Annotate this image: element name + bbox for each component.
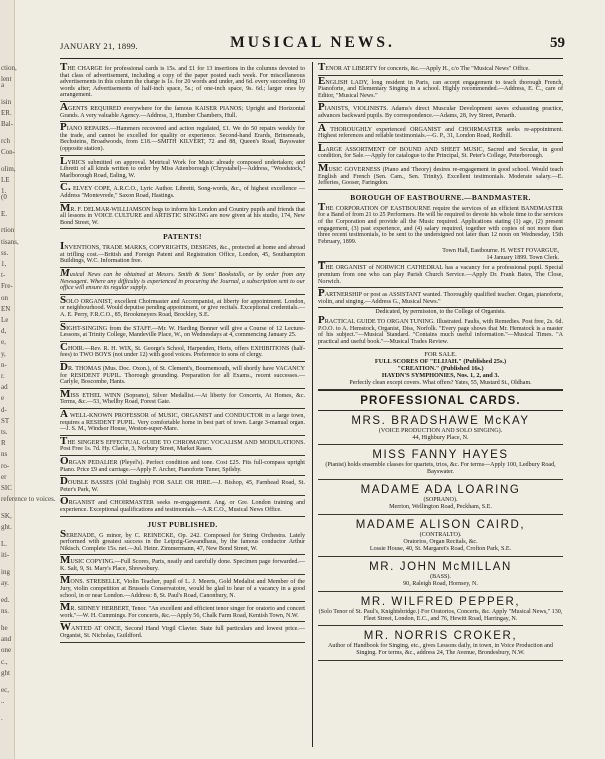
adjacent-page-bleed bbox=[0, 0, 56, 759]
classified-ad: THE CORPORATION OF EASTBOURNE require the services of an efficient BANDMASTER for a Band of from 21 to 25 Performers. He will be required to devote his whole time to the services of the Corporation and provide all the Music required. Applications stating (1) age, (2) present engagement, (3) past experience, and (4) salary required, together with copies of not more than three recent testimonials, to be sent to the undersigned not later than 12 noon on Wednesday, 15th February, 1899. bbox=[318, 200, 563, 245]
bleed-fragment: t- bbox=[1, 271, 6, 280]
for-sale-item: HAYDN'S SYMPHONIES, Nos. 1, 2, and 3. bbox=[381, 372, 500, 380]
professional-cards-heading: PROFESSIONAL CARDS. bbox=[318, 390, 563, 411]
page-number: 59 bbox=[550, 35, 565, 51]
classified-ad: PARTNERSHIP or post as ASSISTANT wanted. Thoroughly qualified teacher. Organ, pianoforte, violin, and singing.—Address G., Musical News." bbox=[318, 289, 563, 308]
classified-ad: AGENTS REQUIRED everywhere for the famous KAISER PIANOS; Upright and Horizontal Grands. A very valuable Agency.—Address, 3, Humber Chambers, Hull. bbox=[60, 103, 305, 122]
card-name: MADAME ALISON CAIRD, bbox=[355, 519, 526, 532]
bleed-fragment: ns bbox=[1, 450, 8, 459]
bleed-fragment: Bal- bbox=[1, 120, 14, 128]
bleed-fragment: ad bbox=[1, 383, 8, 392]
column-divider bbox=[312, 62, 313, 747]
bleed-fragment: e, bbox=[1, 338, 6, 347]
classified-ad: A THOROUGHLY experienced ORGANIST and CHOIRMASTER seeks re-appointment. Highest references and reliable testimonials.—G. P., 31, London Road, Redhill. bbox=[318, 124, 563, 143]
card-detail: (SOPRANO). bbox=[423, 497, 458, 504]
bleed-fragment: . bbox=[1, 713, 3, 722]
classified-ad: PIANO REPAIRS.—Hammers recovered and action regulated, £1. We do 50 repairs weekly for the trade, and cannot be excelled for quality or experience. Second-hand Erards, Brinsmeads, Bechsteins, Broadwoods, from £18.—SMITH KILVERT, 72 and 88, Queen's Road, Bayswater (opposite station). bbox=[60, 123, 305, 155]
classified-ad: SERENADE, G minor, by C. REINECKE, Op. 242. Composed for String Orchestra. Lately performed with greatest success in the Leipzig-Gewandhaus, by the famous conductor Arthur Nikisch. Complete 15s. net.—Jul. Heinr. Zimmermann, 47, New Bond Street, W. bbox=[60, 530, 305, 556]
bleed-fragment: EN bbox=[1, 304, 11, 313]
bleed-fragment: and bbox=[1, 635, 12, 644]
professional-card bbox=[318, 557, 563, 592]
small-notice: Dedicated, by permission, to the College of Organists. bbox=[375, 309, 506, 316]
bleed-fragment: ed. bbox=[1, 596, 10, 604]
card-detail: (VOICE PRODUCTION AND SOLO SINGING). bbox=[378, 427, 503, 434]
section-heading: BOROUGH OF EASTBOURNE.—BANDMASTER. bbox=[350, 192, 531, 202]
bleed-fragment: SIC bbox=[1, 484, 12, 492]
left-column bbox=[60, 63, 305, 644]
classified-ad: LYRICS submitted on approval. Metrical Work for Music already composed undertaken; and Libretti of all kinds written to order by Miss Attenborough (Chrystabel)—Address, "Woodstock," Marlborough Road, Ealing, W. bbox=[60, 157, 305, 183]
bleed-fragment: ER. bbox=[1, 108, 12, 117]
classified-ad: DOUBLE BASSES (Old English) FOR SALE OR HIRE.—J. Bishop, 45, Farnhead Road, St. Peter's Park, W. bbox=[60, 477, 305, 496]
for-sale-item: FULL SCORES OF "ELIJAH." (Published 25s.) bbox=[374, 357, 507, 365]
bleed-fragment: y, bbox=[1, 349, 6, 358]
bleed-fragment: ay. bbox=[1, 579, 9, 588]
classified-ad: PRACTICAL GUIDE TO ORGAN TUNING. Illustrated. Faults, with Remedies. Post free, 2s. 6d. P.O.O. to A. Hemstock, Organist, Diss, Norfolk. "Every page shows that Mr. Hemstock is a master of his subject."—Musical Standard. "Contains much useful information."—Musical Times. "A practical and useful book."—Musical Trades Review. bbox=[318, 316, 563, 348]
bleed-fragment: rch bbox=[1, 136, 10, 145]
bleed-fragment: olim, bbox=[1, 164, 16, 173]
bleed-fragment: rtion bbox=[1, 226, 15, 235]
card-name: MRS. BRADSHAWE McKAY bbox=[351, 414, 530, 427]
card-detail: Merrion, Wellington Road, Peckham, S.E. bbox=[389, 504, 492, 511]
bleed-fragment: ec, bbox=[1, 685, 9, 694]
card-detail: (CONTRALTO). bbox=[419, 532, 462, 539]
card-name: MR. WILFRED PEPPER, bbox=[360, 595, 521, 608]
classified-ad: THE CHARGE for professional cards is 15s. and £1 for 13 insertions in the columns devoted to that class of advertisement, including a copy of the paper posted each week. For miscellaneous advertisements in this column the charge is 1s. for 20 words and under, and 6d. every succeeding 10 words after; Advertisements of half-inch space, 5s.; of one-inch space, 9s. 6d.; larger ones by arrangement. bbox=[60, 63, 305, 102]
card-name: MR. JOHN McMILLAN bbox=[369, 560, 512, 573]
bleed-fragment: 1, bbox=[1, 260, 7, 268]
classified-ad: MR. SIDNEY HERBERT, Tenor. "An excellent and efficient tenor singer for oratorio and concert work."—W. H. Cummings. For concerts, &c.—Apply 56, Chalk Farm Road, Kentish Town, N.W. bbox=[60, 603, 305, 622]
bleed-fragment: ts. bbox=[1, 428, 8, 436]
bleed-fragment: reference to voices. bbox=[1, 495, 56, 504]
bleed-fragment: iti- bbox=[1, 551, 10, 560]
small-notice: Perfectly clean except covers. What offers? Yates, 55, Mustard St., Oldham. bbox=[318, 380, 563, 390]
classified-ad: PIANISTS, VIOLINISTS. Adams's direct Muscular Development saves exhausting practice, advances backward pupils. By correspondence.—Adams, 28, Ivy Street, Penarth. bbox=[318, 103, 563, 122]
bleed-fragment: ns. bbox=[1, 607, 9, 616]
card-detail: Lossie House, 40, St. Margaret's Road, Crofton Park, S.E. bbox=[369, 545, 512, 552]
card-detail: 90, Raleigh Road, Hornsey, N. bbox=[403, 580, 478, 587]
bleed-fragment: R bbox=[1, 439, 6, 448]
classified-ad: CHOIR.—Rev. R. H. WIX, St. George's School, Harpenden, Herts, offers EXHIBITIONS (half-fees) to TWO BOYS (not under 12) with good voices. Preference to sons of clergy. bbox=[60, 343, 305, 362]
classified-ad: TENOR AT LIBERTY for concerts, &c.—Apply H., c/o The "Musical News" Office. bbox=[318, 63, 563, 76]
classified-ad: MISS ETHEL WINN (Soprano), Silver Medallist.—At liberty for Concerts, At Homes, &c. Terms, &c.—53, Whellby Road, Forest Gate. bbox=[60, 390, 305, 409]
professional-card bbox=[318, 515, 563, 557]
card-detail: Author of Handbook for Singing, etc., gives Lessons daily, in town, in Voice Production and Singing. For terms, &c., address 24, The Avenue, Brondesbury, N.W. bbox=[328, 643, 553, 657]
bleed-fragment: ss. bbox=[1, 248, 9, 257]
page-header bbox=[60, 34, 565, 56]
classified-ad: MUSIC COPYING.—Full Scores, Parts, neatly and carefully done. Specimen page forwarded.—K. Salt, 9, St. Mary's Place, Shrewsbury. bbox=[60, 556, 305, 575]
for-sale-item: "CREATION." (Published 16s.) bbox=[397, 365, 484, 373]
card-detail: Oratorios, Organ Recitals, &c. bbox=[403, 538, 478, 545]
masthead-title: MUSICAL NEWS. bbox=[230, 34, 395, 51]
bleed-fragment: isin bbox=[1, 97, 12, 106]
bleed-fragment: r. bbox=[1, 372, 5, 380]
classified-ad: MUSIC GOVERNESS (Piano and Theory) desires re-engagement in good school. Would teach English and French (Sen. Cam., Sen. Trinity). Excellent testimonials. Moderate salary.—E. Jefferies, Gooser, Faringdon. bbox=[318, 164, 563, 190]
bleed-fragment: ing bbox=[1, 568, 10, 576]
classified-ad: THE ORGANIST of NORWICH CATHEDRAL has a vacancy for a professional pupil. Special premium from one who can play Parish Church Service.—Apply Dr. Frank Bates, The Close, Norwich. bbox=[318, 262, 563, 288]
card-name: MR. NORRIS CROKER, bbox=[363, 630, 518, 643]
signature-line: 14 January 1899. Town Clerk. bbox=[318, 255, 563, 263]
classified-ad: MONS. STREBELLE, Violin Teacher, pupil of L. J. Meerts, Gold Medalist and Member of the Jury, violin competition at Brussels Conservatoire, would be glad to hear of a vacancy in a good school, in or near London.—Address: 8, St. Paul's Road, Canonbury, N. bbox=[60, 576, 305, 602]
card-name: MADAME ADA LOARING bbox=[360, 484, 521, 497]
bleed-fragment: c., bbox=[1, 657, 8, 666]
issue-date: JANUARY 21, 1899. bbox=[60, 41, 138, 51]
bleed-fragment: Fre- bbox=[1, 282, 13, 291]
bleed-fragment: Con- bbox=[1, 148, 15, 156]
classified-ad: SOLO ORGANIST, excellent Choirmaster and Accompanist, at liberty for appointment. London, or neighbourhood. Would deputise pending appointment, or give recitals. Exceptional credentials.—A. E. Perry, F.R.C.O., 85, Brookmeyers Road, Brockley, S.E. bbox=[60, 296, 305, 322]
card-name: MISS FANNY HAYES bbox=[372, 449, 509, 462]
classified-ad: SIGHT-SINGING from the STAFF.—Mr. W. Harding Bonner will give a Course of 12 Lecture-Lessons, at Trinity College, Mandeville Place, W., on Wednesdays at 4, commencing January 25. bbox=[60, 323, 305, 342]
classified-ad: A WELL-KNOWN PROFESSOR of MUSIC, ORGANIST and CONDUCTOR in a large town, requires a RESIDENT PUPIL. Very comfortable home in best part of town. Large 3-manual organ.—J. S. M., Windsor House, Weston-super-Mare. bbox=[60, 410, 305, 436]
professional-card bbox=[318, 592, 563, 627]
right-column bbox=[318, 63, 563, 661]
bleed-fragment: n- bbox=[1, 360, 7, 369]
bleed-fragment: one bbox=[1, 646, 12, 655]
card-detail: 44, Highbury Place, N. bbox=[412, 434, 469, 441]
classified-ad: DR. THOMAS (Mus. Doc. Oxon.), of St. Clement's, Bournemouth, will shortly have VACANCY for RESIDENT PUPIL. Thorough grounding. Preparation for all Exams., recent successes.—Carlyle, Boscombe, Hants. bbox=[60, 363, 305, 389]
classified-ad: ENGLISH LADY, long resident in Paris, can accept engagement to teach thorough French, Pianoforte, and Elementary Singing in a school. Highly recommended.—Address, E. C., care of Editor, "Musical News." bbox=[318, 77, 563, 103]
classified-ad: LARGE ASSORTMENT OF BOUND AND SHEET MUSIC, Sacred and Secular, in good condition, for Sale.—Apply for catalogue to the Principal, St. Peter's College, Peterborough. bbox=[318, 144, 563, 163]
professional-card bbox=[318, 480, 563, 515]
bleed-fragment: d- bbox=[1, 405, 7, 414]
bleed-fragment: .. bbox=[1, 696, 5, 705]
bleed-fragment: 1. bbox=[1, 187, 7, 196]
card-detail: (Pianist) holds ensemble classes for quartets, trios, &c. For terms—Apply 100, Ledbury Road, Bayswater. bbox=[325, 462, 556, 476]
header-rule bbox=[60, 58, 563, 59]
bleed-fragment: ction, bbox=[1, 64, 17, 72]
bleed-fragment: ST bbox=[1, 416, 10, 425]
card-detail: (Solo Tenor of St. Paul's, Knightsbridge.) For Oratorios, Concerts, &c. Apply "Musical News," 130, Fleet Street, London, E.C., and 76, Hewitt Road, Harringay, N. bbox=[318, 608, 563, 622]
professional-card bbox=[318, 445, 563, 480]
bleed-fragment: d, bbox=[1, 327, 7, 336]
classified-ad: MR. F. DELMAR-WILLIAMSON begs to inform his London and Country pupils and friends that all lessons in VOICE CULTURE and ARTISTIC SINGING are now given at his studio, 174, New Bond Street, W. bbox=[60, 204, 305, 230]
bleed-fragment: a bbox=[1, 80, 5, 89]
classified-ad: WANTED AT ONCE, Second Hand Virgil Clavier. State full particulars and lowest price.—Organist, St. Nicholas, Guildford. bbox=[60, 623, 305, 642]
section-heading: JUST PUBLISHED. bbox=[147, 519, 218, 529]
classified-ad: C. ELVEY COPE, A.R.C.O., Lyric Author. Libretti, Song-words, &c., of highest excellence — Address "Montevrede," Saxon Road, Hastings. bbox=[60, 183, 305, 202]
bleed-fragment: L. bbox=[1, 540, 8, 548]
bleed-fragment: Le bbox=[1, 316, 9, 324]
bleed-fragment: E. bbox=[1, 209, 8, 218]
professional-card bbox=[318, 411, 563, 446]
section-heading: PATENTS! bbox=[163, 232, 202, 242]
bleed-fragment: er bbox=[1, 472, 7, 481]
bleed-fragment: tisans, bbox=[1, 237, 19, 246]
for-sale-heading: FOR SALE. bbox=[424, 350, 457, 358]
bleed-fragment: ght. bbox=[1, 523, 12, 532]
bleed-fragment: LE bbox=[1, 176, 10, 184]
signature-line: Town Hall, Eastbourne. H. WEST FOVARGUE, bbox=[442, 248, 559, 255]
classified-ad: ORGANIST and CHOIRMASTER seeks re-engagement. Ang. or Gre. London training and experience. Exceptional qualifications and testimonials.—A.R.C.O., Musical News Office. bbox=[60, 497, 305, 516]
classified-ad: THE SINGER'S EFFECTUAL GUIDE TO CHROMATIC VOCALISM AND MODULATIONS. Post Free 1s. 7d. Hy. Clarke, 3, Norbury Street, Market Rasen. bbox=[60, 437, 305, 456]
classified-ad: Musical News can be obtained at Messrs. Smith & Sons' Bookstalls, or by order from any Newsagent. Where any difficulty is experienced in procuring the Journal, a subscription sent to our office will ensure its regular supply. bbox=[60, 269, 305, 295]
classified-ad: ORGAN PEDALIER (Pleyel's). Perfect condition and tone. Cost £25. Fits full-compass upright Piano. Price £9 and carriage.—Apply F. Archer, Pianoforte Tuner, Spilsby. bbox=[60, 457, 305, 476]
classified-ad: INVENTIONS, TRADE MARKS, COPYRIGHTS, DESIGNS, &c., protected at home and abroad at trifling cost.—British and Foreign Patent and Registration Office, London, 45, Southampton Buildings, W.C. Information free. bbox=[60, 242, 305, 268]
bleed-fragment: on bbox=[1, 293, 8, 302]
bleed-fragment: lent bbox=[1, 75, 12, 84]
professional-card bbox=[318, 626, 563, 661]
bleed-fragment: (0 bbox=[1, 192, 7, 201]
card-detail: (BASS). bbox=[430, 573, 451, 580]
bleed-fragment: ght bbox=[1, 668, 10, 677]
bleed-fragment: SK, bbox=[1, 512, 12, 520]
bleed-fragment: he bbox=[1, 624, 8, 632]
bleed-fragment: ro- bbox=[1, 461, 10, 470]
bleed-fragment: e bbox=[1, 394, 5, 403]
